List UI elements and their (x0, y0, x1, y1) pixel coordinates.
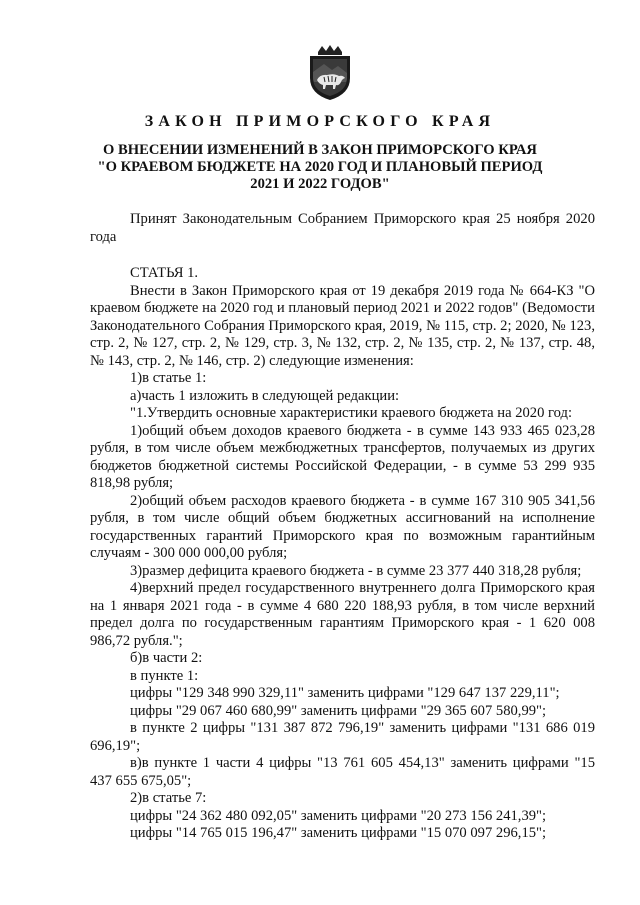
law-title: ЗАКОН ПРИМОРСКОГО КРАЯ (144, 113, 496, 130)
coat-of-arms-emblem (304, 44, 356, 102)
paragraph: 1)в статье 1: (130, 370, 207, 386)
paragraph: цифры "14 765 015 196,47" заменить цифрами "15 070 097 296,15"; (130, 825, 547, 841)
article-intro: Внести в Закон Приморского края от 19 декабря 2019 года № 664-КЗ "О краевом бюджете на 2020 год и плановый период 2021 и 2022 годов" (Ведомости Законодательного Собрания Приморского края, 2019, № 115, стр. 2; 2020, № 123, стр. 2, № 127, стр. 2, № 129, стр. 3, № 132, стр. 2, № 135, стр. 2, № 137, стр. 48, № 143, стр. 2, № 146, стр. 2) следующие изменения: (90, 282, 595, 369)
paragraph: б)в части 2: (130, 650, 203, 666)
paragraph: в)в пункте 1 части 4 цифры "13 761 605 454,13" заменить цифрами "15 437 655 675,05"; (90, 755, 595, 789)
paragraph: в пункте 2 цифры "131 387 872 796,19" заменить цифрами "131 686 019 696,19"; (90, 720, 595, 754)
article-heading: СТАТЬЯ 1. (130, 265, 199, 281)
subtitle-line: "О КРАЕВОМ БЮДЖЕТЕ НА 2020 ГОД И ПЛАНОВЫЙ ПЕРИОД (97, 159, 543, 176)
document-body (90, 265, 595, 843)
paragraph: 4)верхний предел государственного внутреннего долга Приморского края на 1 января 2021 года - в сумме 4 680 220 188,93 рубля, в том числе верхний предел долга по государственным гарантиям Приморского края - 1 620 008 986,72 рубля."; (90, 580, 595, 649)
paragraph: а)часть 1 изложить в следующей редакции: (130, 387, 400, 404)
paragraph: "1.Утвердить основные характеристики краевого бюджета на 2020 год: (130, 405, 573, 421)
law-subtitle (60, 142, 580, 194)
subtitle-line: О ВНЕСЕНИИ ИЗМЕНЕНИЙ В ЗАКОН ПРИМОРСКОГО КРАЯ (103, 142, 537, 158)
paragraph: в пункте 1: (130, 667, 199, 684)
subtitle-line: 2021 И 2022 ГОДОВ" (250, 176, 390, 193)
adoption-note: Принят Законодательным Собранием Приморского края 25 ноября 2020 года (90, 211, 595, 245)
paragraph: цифры "29 067 460 680,99" заменить цифрами "29 365 607 580,99"; (130, 702, 547, 719)
coat-of-arms-icon (304, 44, 356, 102)
paragraph: цифры "24 362 480 092,05" заменить цифрами "20 273 156 241,39"; (130, 807, 547, 824)
paragraph: 3)размер дефицита краевого бюджета - в сумме 23 377 440 318,28 рубля; (130, 562, 582, 579)
paragraph: цифры "129 348 990 329,11" заменить цифрами "129 647 137 229,11"; (130, 685, 560, 701)
paragraph: 2)общий объем расходов краевого бюджета - в сумме 167 310 905 341,56 рубля, в том числе общий объем бюджетных ассигнований на исполнение государственных гарантий Приморского края по возможным гарантийным случаям - 300 000 000,00 рубля; (90, 492, 595, 561)
paragraph: 2)в статье 7: (130, 790, 207, 806)
paragraph: 1)общий объем доходов краевого бюджета - в сумме 143 933 465 023,28 рубля, в том числе объем межбюджетных трансфертов, получаемых из других бюджетов бюджетной системы Российской Федерации, - в сумме 53 299 935 818,98 рубля; (90, 422, 595, 491)
